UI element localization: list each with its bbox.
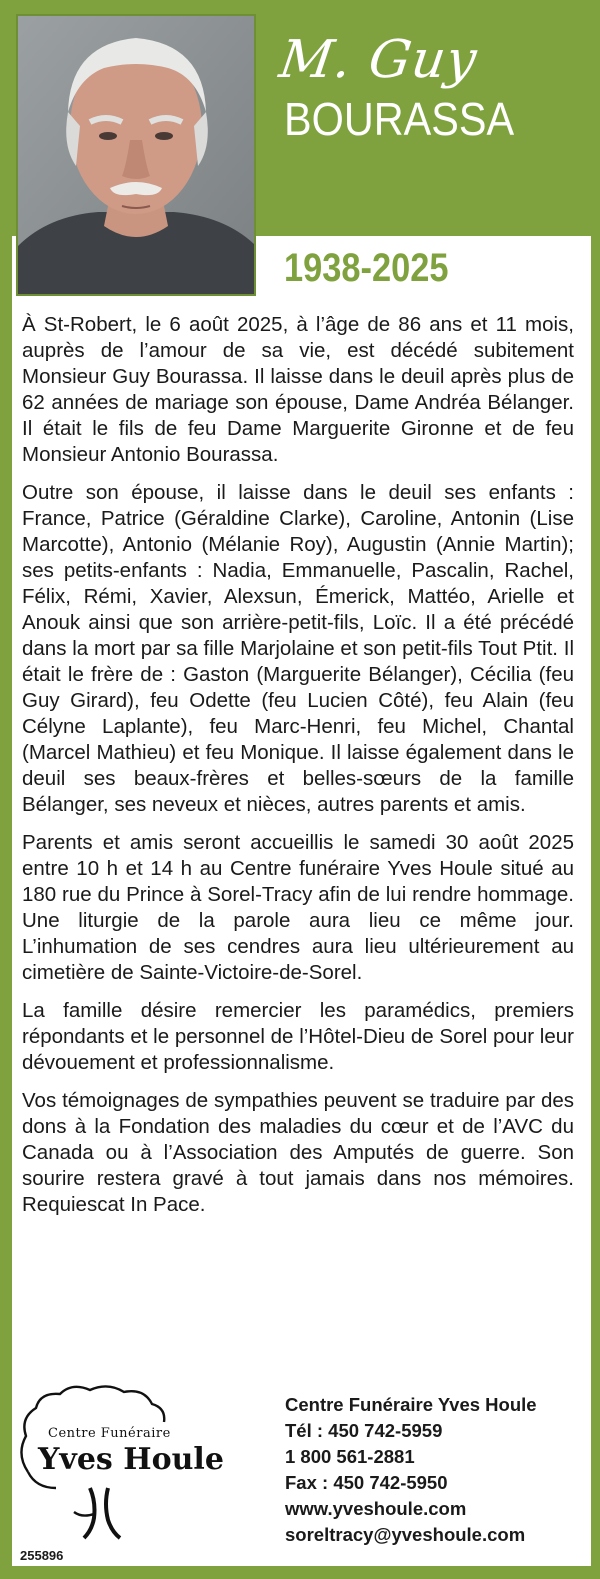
contact-website-link[interactable]: www.yveshoule.com: [285, 1498, 467, 1519]
logo-line-1: Centre Funéraire: [48, 1426, 171, 1441]
name-last: BOURASSA: [284, 93, 515, 145]
name-first: M. Guy: [275, 30, 481, 90]
contact-block: [285, 1392, 537, 1548]
logo-line-2: Yves Houle: [38, 1442, 224, 1477]
contact-email-link[interactable]: soreltracy@yveshoule.com: [285, 1524, 526, 1545]
paragraph: Parents et amis seront accueillis le samedi 30 août 2025 entre 10 h et 14 h au Centre funéraire Yves Houle situé au 180 rue du Prince à Sorel-Tracy afin de lui rendre hommage. Une liturgie de la parole aura lieu ce même jour. L’inhumation de ses cendres aura lieu ultérieurement au cimetière de Sainte-Victoire-de-Sorel.: [22, 831, 574, 984]
contact-name: Centre Funéraire Yves Houle: [285, 1394, 537, 1415]
obituary-text: [22, 312, 574, 1230]
portrait-photo: [16, 14, 256, 296]
contact-fax: Fax : 450 742-5950: [285, 1472, 448, 1493]
paragraph: Outre son épouse, il laisse dans le deuil ses enfants : France, Patrice (Géraldine Clarke), Caroline, Antonin (Lise Marcotte), Antonio (Mélanie Roy), Augustin (Annie Martin); ses petits-enfants : Nadia, Emmanuelle, Pascalin, Rachel, Félix, Rémi, Xavier, Alexsun, Émerick, Mattéo, Arielle et Anouk ainsi que son arrière-petit-fils, Loïc. Il a été précédé dans la mort par sa fille Marjolaine et son petit-fils Tout Ptit. Il était le frère de : Gaston (Marguerite Bélanger), Cécilia (feu Guy Girard), feu Odette (feu Lucien Côté), feu Alain (feu Célyne Laplante), feu Marc-Henri, feu Michel, Chantal (Marcel Mathieu) et feu Monique. Il laisse également dans le deuil ses beaux-frères et belles-sœurs de la famille Bélanger, ses neveux et nièces, autres parents et amis.: [22, 481, 574, 816]
contact-tollfree: 1 800 561-2881: [285, 1446, 415, 1467]
funeral-home-logo: [16, 1384, 266, 1544]
contact-phone: Tél : 450 742-5959: [285, 1420, 443, 1441]
ad-number: 255896: [20, 1548, 64, 1563]
paragraph: La famille désire remercier les paramédics, premiers répondants et le personnel de l’Hôtel-Dieu de Sorel pour leur dévouement et professionnalisme.: [22, 999, 574, 1074]
paragraph: Vos témoignages de sympathies peuvent se traduire par des dons à la Fondation des maladies du cœur et de l’AVC du Canada ou à l’Association des Amputés de guerre. Son sourire restera gravé à tout jamais dans nos mémoires. Requiescat In Pace.: [22, 1089, 574, 1216]
paragraph: À St-Robert, le 6 août 2025, à l’âge de 86 ans et 11 mois, auprès de l’amour de sa vie, est décédé subitement Monsieur Guy Bourassa. Il laisse dans le deuil après plus de 62 années de mariage son épouse, Dame Andréa Bélanger. Il était le fils de feu Dame Marguerite Gironne et de feu Monsieur Antonio Bourassa.: [22, 313, 574, 466]
life-years: 1938-2025: [284, 246, 449, 290]
